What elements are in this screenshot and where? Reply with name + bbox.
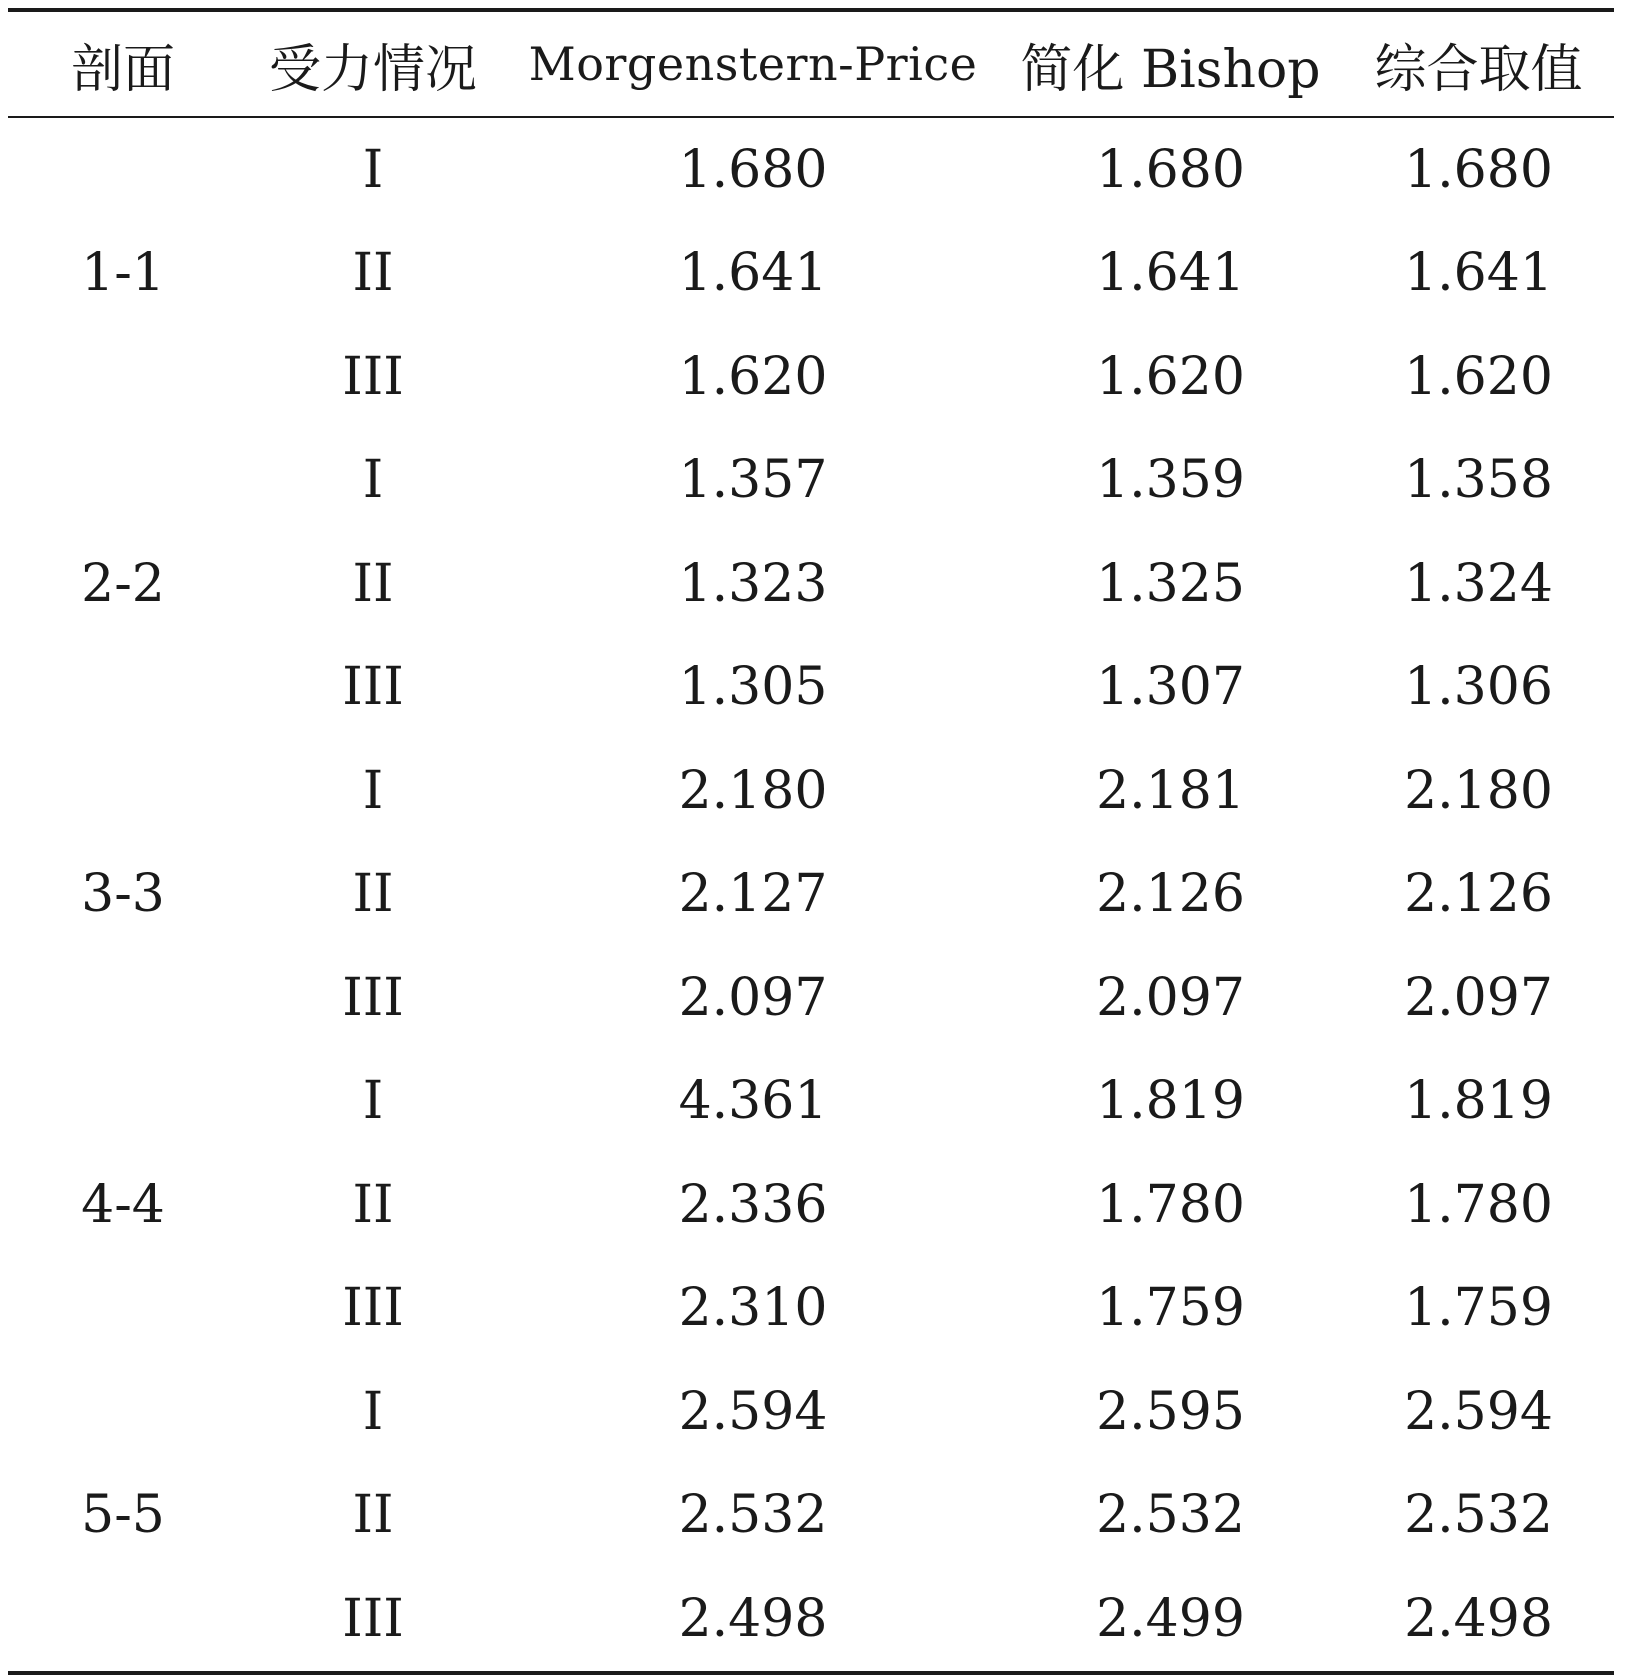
morgenstern-price-cell: 2.180: [678, 760, 828, 821]
table-row: [8, 1567, 1614, 1673]
load-case-cell: II: [352, 1485, 394, 1546]
bishop-cell: 1.325: [1096, 553, 1245, 614]
morgenstern-price-cell: 1.323: [678, 553, 828, 614]
bishop-cell: 1.759: [1096, 1278, 1245, 1339]
table-row: [8, 1153, 1614, 1257]
table-row: [8, 1050, 1614, 1154]
load-case-cell: III: [342, 346, 404, 407]
stability-factor-table: [8, 8, 1614, 1675]
morgenstern-price-cell: 4.361: [678, 1071, 828, 1132]
table-row: [8, 532, 1614, 636]
morgenstern-price-cell: 1.641: [678, 243, 828, 304]
table-row: [8, 843, 1614, 947]
morgenstern-price-cell: 2.310: [678, 1278, 828, 1339]
load-case-cell: II: [352, 553, 394, 614]
header-simplified-bishop: 简化 Bishop: [1020, 39, 1321, 100]
table-body: [8, 117, 1614, 1673]
bishop-cell: 2.126: [1096, 864, 1245, 925]
section-cell: 3-3: [81, 864, 165, 925]
bishop-cell: 2.097: [1096, 967, 1245, 1028]
section-cell: 4-4: [81, 1174, 165, 1235]
header-load-case: 受力情况: [268, 39, 477, 100]
bishop-cell: 2.532: [1096, 1485, 1245, 1546]
load-case-cell: II: [352, 243, 394, 304]
load-case-cell: III: [342, 1588, 404, 1649]
morgenstern-price-cell: 2.498: [678, 1588, 828, 1649]
table-row: [8, 946, 1614, 1050]
section-cell: 1-1: [81, 243, 165, 304]
load-case-cell: I: [362, 760, 384, 821]
morgenstern-price-cell: 2.127: [678, 864, 828, 925]
combined-value-cell: 2.126: [1404, 864, 1553, 925]
section-cell: 2-2: [81, 553, 165, 614]
bishop-cell: 1.680: [1096, 139, 1245, 200]
section-cell: 5-5: [81, 1485, 165, 1546]
combined-value-cell: 1.780: [1404, 1174, 1553, 1235]
load-case-cell: I: [362, 450, 384, 511]
bishop-cell: 1.641: [1096, 243, 1245, 304]
combined-value-cell: 1.324: [1404, 553, 1553, 614]
bishop-cell: 2.499: [1096, 1588, 1245, 1649]
bishop-cell: 1.780: [1096, 1174, 1245, 1235]
morgenstern-price-cell: 1.305: [678, 657, 828, 718]
bishop-cell: 1.620: [1096, 346, 1245, 407]
morgenstern-price-cell: 2.336: [678, 1174, 828, 1235]
combined-value-cell: 2.594: [1404, 1381, 1553, 1442]
load-case-cell: I: [362, 1071, 384, 1132]
load-case-cell: I: [362, 1381, 384, 1442]
header-combined-value: 综合取值: [1374, 39, 1583, 100]
bishop-cell: 1.359: [1096, 450, 1245, 511]
load-case-cell: II: [352, 864, 394, 925]
table-row: [8, 222, 1614, 326]
table-row: [8, 1257, 1614, 1361]
morgenstern-price-cell: 1.620: [678, 346, 828, 407]
bishop-cell: 2.181: [1096, 760, 1245, 821]
combined-value-cell: 2.180: [1404, 760, 1553, 821]
table-row: [8, 1464, 1614, 1568]
load-case-cell: III: [342, 657, 404, 718]
combined-value-cell: 1.358: [1404, 450, 1553, 511]
load-case-cell: III: [342, 1278, 404, 1339]
table-row: [8, 325, 1614, 429]
morgenstern-price-cell: 2.594: [678, 1381, 828, 1442]
morgenstern-price-cell: 2.097: [678, 967, 828, 1028]
table-row: [8, 429, 1614, 533]
header-morgenstern-price: Morgenstern-Price: [528, 37, 978, 91]
combined-value-cell: 2.498: [1404, 1588, 1553, 1649]
combined-value-cell: 1.819: [1404, 1071, 1553, 1132]
combined-value-cell: 1.641: [1404, 243, 1553, 304]
bishop-cell: 1.819: [1096, 1071, 1245, 1132]
table-row: [8, 636, 1614, 740]
table-header: [8, 10, 1614, 117]
table-row: [8, 1360, 1614, 1464]
table-row: [8, 117, 1614, 222]
combined-value-cell: 1.620: [1404, 346, 1553, 407]
load-case-cell: III: [342, 967, 404, 1028]
bishop-cell: 2.595: [1096, 1381, 1245, 1442]
combined-value-cell: 1.306: [1404, 657, 1553, 718]
combined-value-cell: 1.680: [1404, 139, 1553, 200]
load-case-cell: II: [352, 1174, 394, 1235]
bishop-cell: 1.307: [1096, 657, 1245, 718]
table-row: [8, 739, 1614, 843]
load-case-cell: I: [362, 139, 384, 200]
header-section: 剖面: [70, 39, 175, 100]
header-row: [8, 10, 1614, 117]
stability-table-container: [8, 8, 1614, 1675]
combined-value-cell: 2.097: [1404, 967, 1553, 1028]
combined-value-cell: 1.759: [1404, 1278, 1553, 1339]
combined-value-cell: 2.532: [1404, 1485, 1553, 1546]
morgenstern-price-cell: 1.357: [678, 450, 828, 511]
morgenstern-price-cell: 2.532: [678, 1485, 828, 1546]
morgenstern-price-cell: 1.680: [678, 139, 828, 200]
